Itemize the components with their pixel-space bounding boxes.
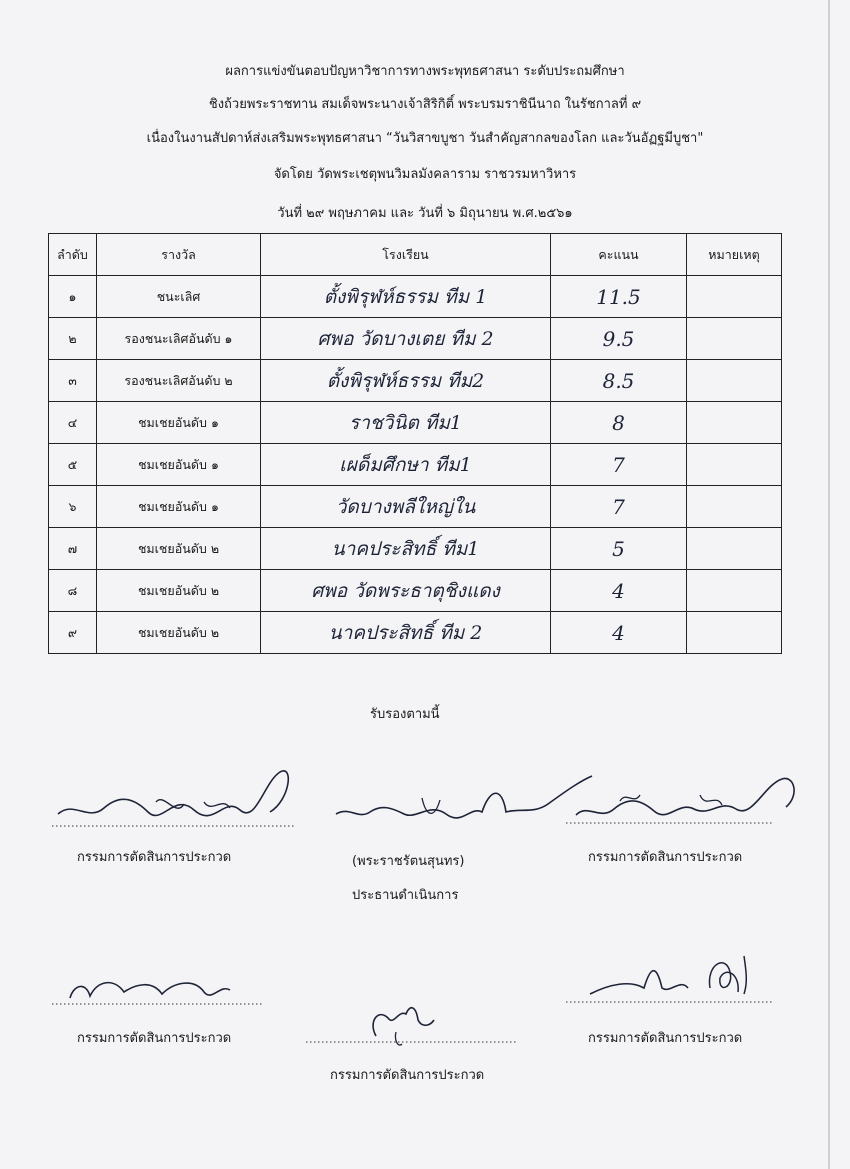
score-cell: 5 <box>551 528 687 570</box>
signature-bottom-center <box>298 996 528 1050</box>
right-top-role: กรรมการตัดสินการประกวด <box>588 850 743 865</box>
award-cell: ชมเชยอันดับ ๒ <box>97 612 261 654</box>
award-cell: ชมเชยอันดับ ๑ <box>97 486 261 528</box>
table-row <box>49 570 782 612</box>
signature-top-left <box>44 752 304 832</box>
note-cell <box>687 276 782 318</box>
award-cell: รองชนะเลิศอันดับ ๒ <box>97 360 261 402</box>
school-cell: ศพอ วัดพระธาตุชิงแดง <box>261 570 551 612</box>
award-cell: ชมเชยอันดับ ๒ <box>97 528 261 570</box>
table-row <box>49 444 782 486</box>
title-line-4: จัดโดย วัดพระเชตุพนวิมลมังคลาราม ราชวรมหาวิหาร <box>273 167 577 182</box>
col-header-note: หมายเหตุ <box>687 234 782 276</box>
award-cell: ชมเชยอันดับ ๒ <box>97 570 261 612</box>
note-cell <box>687 360 782 402</box>
table-row <box>49 486 782 528</box>
note-cell <box>687 528 782 570</box>
note-cell <box>687 318 782 360</box>
results-table <box>48 233 782 654</box>
rank-cell: ๘ <box>49 570 97 612</box>
col-header-award: รางวัล <box>97 234 261 276</box>
score-cell: 11.5 <box>551 276 687 318</box>
left-top-role: กรรมการตัดสินการประกวด <box>77 850 232 865</box>
note-cell <box>687 402 782 444</box>
school-cell: ตั้งพิรุฬห์ธรรม ทีม2 <box>261 360 551 402</box>
rank-cell: ๒ <box>49 318 97 360</box>
school-cell: เผด็มศึกษา ทีม1 <box>261 444 551 486</box>
table-row <box>49 318 782 360</box>
school-cell: ราชวินิต ทีม1 <box>261 402 551 444</box>
school-cell: ศพอ วัดบางเตย ทีม 2 <box>261 318 551 360</box>
rank-cell: ๖ <box>49 486 97 528</box>
table-row <box>49 528 782 570</box>
score-cell: 4 <box>551 612 687 654</box>
school-cell: นาคประสิทธิ์ ทีม1 <box>261 528 551 570</box>
title-line-2: ชิงถ้วยพระราชทาน สมเด็จพระนางเจ้าสิริกิติ์ พระบรมราชินีนาถ ในรัชกาลที่ ๙ <box>208 97 642 112</box>
score-cell: 9.5 <box>551 318 687 360</box>
score-cell: 8 <box>551 402 687 444</box>
col-header-rank: ลำดับ <box>49 234 97 276</box>
rank-cell: ๗ <box>49 528 97 570</box>
rank-cell: ๙ <box>49 612 97 654</box>
note-cell <box>687 612 782 654</box>
school-cell: วัดบางพลีใหญ่ใน <box>261 486 551 528</box>
table-row <box>49 402 782 444</box>
award-cell: ชมเชยอันดับ ๑ <box>97 402 261 444</box>
left-bottom-role: กรรมการตัดสินการประกวด <box>77 1031 232 1046</box>
certify-text: รับรองตามนี้ <box>370 707 440 722</box>
col-header-school: โรงเรียน <box>261 234 551 276</box>
signature-top-right <box>560 765 810 835</box>
school-cell: ตั้งพิรุฬห์ธรรม ทีม 1 <box>261 276 551 318</box>
rank-cell: ๔ <box>49 402 97 444</box>
rank-cell: ๕ <box>49 444 97 486</box>
signature-bottom-left <box>44 962 274 1012</box>
title-line-1: ผลการแข่งขันตอบปัญหาวิชาการทางพระพุทธศาสนา ระดับประถมศึกษา <box>225 64 625 79</box>
table-row <box>49 360 782 402</box>
bottom-center-role: กรรมการตัดสินการประกวด <box>330 1068 485 1083</box>
table-row <box>49 276 782 318</box>
award-cell: รองชนะเลิศอันดับ ๑ <box>97 318 261 360</box>
score-cell: 7 <box>551 444 687 486</box>
title-line-3: เนื่องในงานสัปดาห์ส่งเสริมพระพุทธศาสนา “วันวิสาขบูชา วันสำคัญสากลของโลก และวันอัฏฐมีบูชา" <box>146 131 704 146</box>
col-header-score: คะแนน <box>551 234 687 276</box>
title-line-5: วันที่ ๒๙ พฤษภาคม และ วันที่ ๖ มิถุนายน พ.ศ.๒๕๖๑ <box>277 206 573 221</box>
signature-bottom-right <box>560 948 790 1008</box>
right-bottom-role: กรรมการตัดสินการประกวด <box>588 1031 743 1046</box>
center-role: ประธานดำเนินการ <box>352 888 459 903</box>
award-cell: ชมเชยอันดับ ๑ <box>97 444 261 486</box>
rank-cell: ๓ <box>49 360 97 402</box>
center-name: (พระราชรัตนสุนทร) <box>352 854 465 869</box>
rank-cell: ๑ <box>49 276 97 318</box>
note-cell <box>687 486 782 528</box>
note-cell <box>687 570 782 612</box>
note-cell <box>687 444 782 486</box>
score-cell: 7 <box>551 486 687 528</box>
award-cell: ชนะเลิศ <box>97 276 261 318</box>
table-row <box>49 612 782 654</box>
school-cell: นาคประสิทธิ์ ทีม 2 <box>261 612 551 654</box>
score-cell: 4 <box>551 570 687 612</box>
score-cell: 8.5 <box>551 360 687 402</box>
table-header-row <box>49 234 782 276</box>
